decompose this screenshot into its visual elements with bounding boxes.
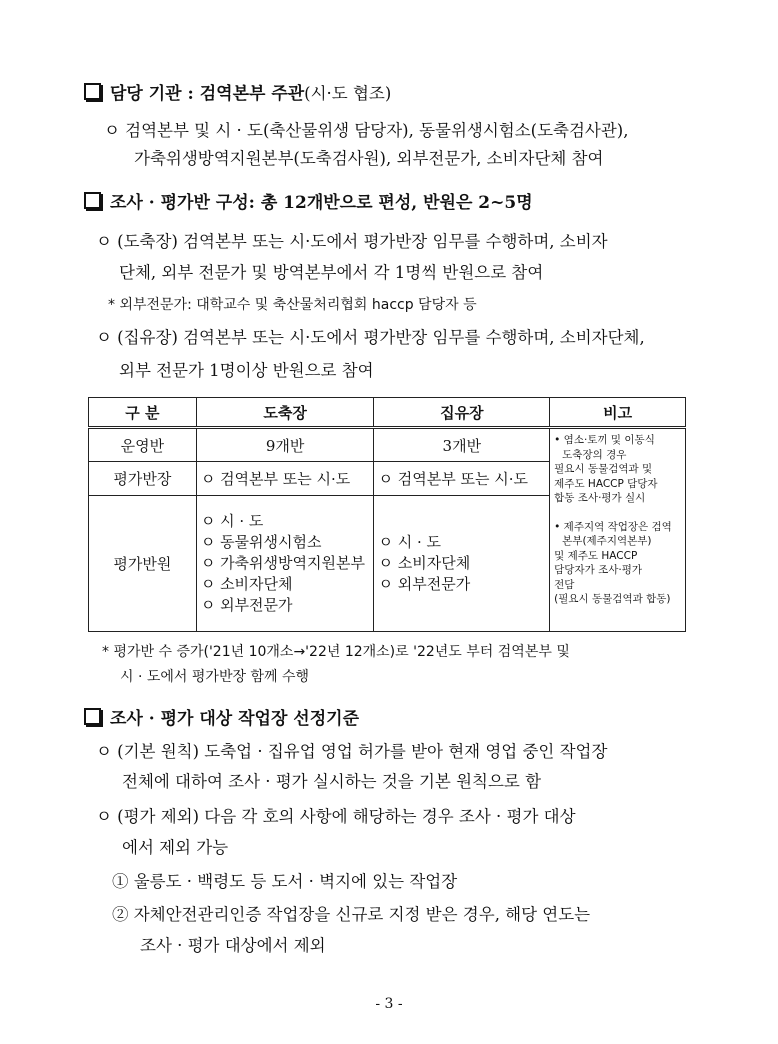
member-item: ㅇ 시 · 도 [200,512,264,530]
header-slaughterhouse: 도축장 [196,398,374,428]
checkbox-square-icon [84,83,101,100]
row-label-members: 평가반원 [89,496,197,632]
slaughter-para-line-2: 단체, 외부 전문가 및 방역본부에서 각 1명씩 반원으로 참여 [119,263,544,282]
cell-dairy-members [374,496,550,632]
remark-line: 전담 [554,578,575,591]
remark-line: 합동 조사·평가 실시 [554,492,646,504]
principle-line-1: ㅇ (기본 원칙) 도축업 · 집유업 영업 허가를 받아 현재 영업 중인 작업장 [96,742,608,761]
exclusion-item-1: ① 울릉도 · 백령도 등 도서 · 벽지에 있는 작업장 [112,872,458,891]
dairy-para-line-1: ㅇ (집유장) 검역본부 또는 시·도에서 평가반장 임무를 수행하며, 소비자단체, [96,328,645,347]
cell-slaughter-teams: 9개반 [196,428,374,462]
table-footnote-line-2: 시 · 도에서 평가반장 함께 수행 [120,669,309,685]
exclusion-item-2-line-2: 조사 · 평가 대상에서 제외 [140,936,326,955]
section-title: 조사 · 평가 대상 작업장 선정기준 [110,709,359,729]
section-heading-team [84,192,533,214]
header-category: 구 분 [89,398,197,428]
header-remark: 비고 [550,398,686,428]
principle-line-2: 전체에 대하여 조사 · 평가 실시하는 것을 기본 원칙으로 함 [122,772,542,791]
header-dairy: 집유장 [374,398,550,428]
team-table [88,397,686,632]
member-item: ㅇ 외부전문가 [378,575,471,593]
section-title: 담당 기관 : 검역본부 주관 [110,84,305,104]
remark-line [554,506,681,520]
agency-line-2: 가축위생방역지원본부(도축검사원), 외부전문가, 소비자단체 참여 [134,149,604,168]
section-title-suffix: (시·도 협조) [304,84,392,103]
remark-notes [554,433,681,607]
remark-line: 및 제주도 HACCP [554,549,638,562]
member-item: ㅇ 소비자단체 [378,554,471,572]
member-item: ㅇ 동물위생시험소 [200,533,322,551]
table-footnote-line-1: * 평가반 수 증가('21년 10개소→'22년 12개소)로 '22년도 부터 검역본부 및 [102,644,570,660]
exclusion-line-1: ㅇ (평가 제외) 다음 각 호의 사항에 해당하는 경우 조사 · 평가 대상 [96,807,576,826]
remark-line: 도축장의 경우 [562,448,627,461]
checkbox-square-icon [84,708,101,725]
remark-line: • 염소·토끼 및 이동식 [554,434,655,446]
exclusion-line-2: 에서 제외 가능 [122,838,229,857]
table-row [89,428,686,462]
member-item: ㅇ 소비자단체 [200,575,293,593]
member-item: ㅇ 가축위생방역지원본부 [200,554,365,572]
member-item: ㅇ 시 · 도 [378,533,442,551]
section-title: 조사 · 평가반 구성: 총 12개반으로 편성, 반원은 2~5명 [110,193,533,213]
slaughter-para-line-1: ㅇ (도축장) 검역본부 또는 시·도에서 평가반장 임무를 수행하며, 소비자 [96,232,608,251]
remark-line: 담당자가 조사·평가 [554,564,642,576]
section-heading-criteria [84,708,359,730]
remark-line: 제주도 HACCP 담당자 [554,477,658,490]
remark-line: 필요시 동물검역과 및 [554,463,653,475]
exclusion-item-2-line-1: ② 자체안전관리인증 작업장을 신규로 지정 받은 경우, 해당 연도는 [112,905,591,924]
slaughter-footnote: * 외부전문가: 대학교수 및 축산물처리협회 haccp 담당자 등 [108,297,477,313]
row-label-teams: 운영반 [89,428,197,462]
remark-line: • 제주지역 작업장은 검역 [554,520,672,533]
dairy-para-line-2: 외부 전문가 1명이상 반원으로 참여 [119,361,374,380]
cell-dairy-leader: ㅇ 검역본부 또는 시·도 [374,462,550,496]
remark-line: (필요시 동물검역과 합동) [554,593,671,605]
cell-slaughter-leader: ㅇ 검역본부 또는 시·도 [196,462,374,496]
row-label-leader: 평가반장 [89,462,197,496]
agency-line-1: ㅇ 검역본부 및 시 · 도(축산물위생 담당자), 동물위생시험소(도축검사관), [104,121,629,140]
cell-slaughter-members [196,496,374,632]
table-header-row [89,398,686,428]
cell-remark [550,428,686,632]
member-item: ㅇ 외부전문가 [200,596,293,614]
section-heading-agency [84,83,391,105]
page-number: - 3 - [375,996,403,1012]
checkbox-square-icon [84,192,101,209]
cell-dairy-teams: 3개반 [374,428,550,462]
remark-line: 본부(제주지역본부) [562,535,652,547]
